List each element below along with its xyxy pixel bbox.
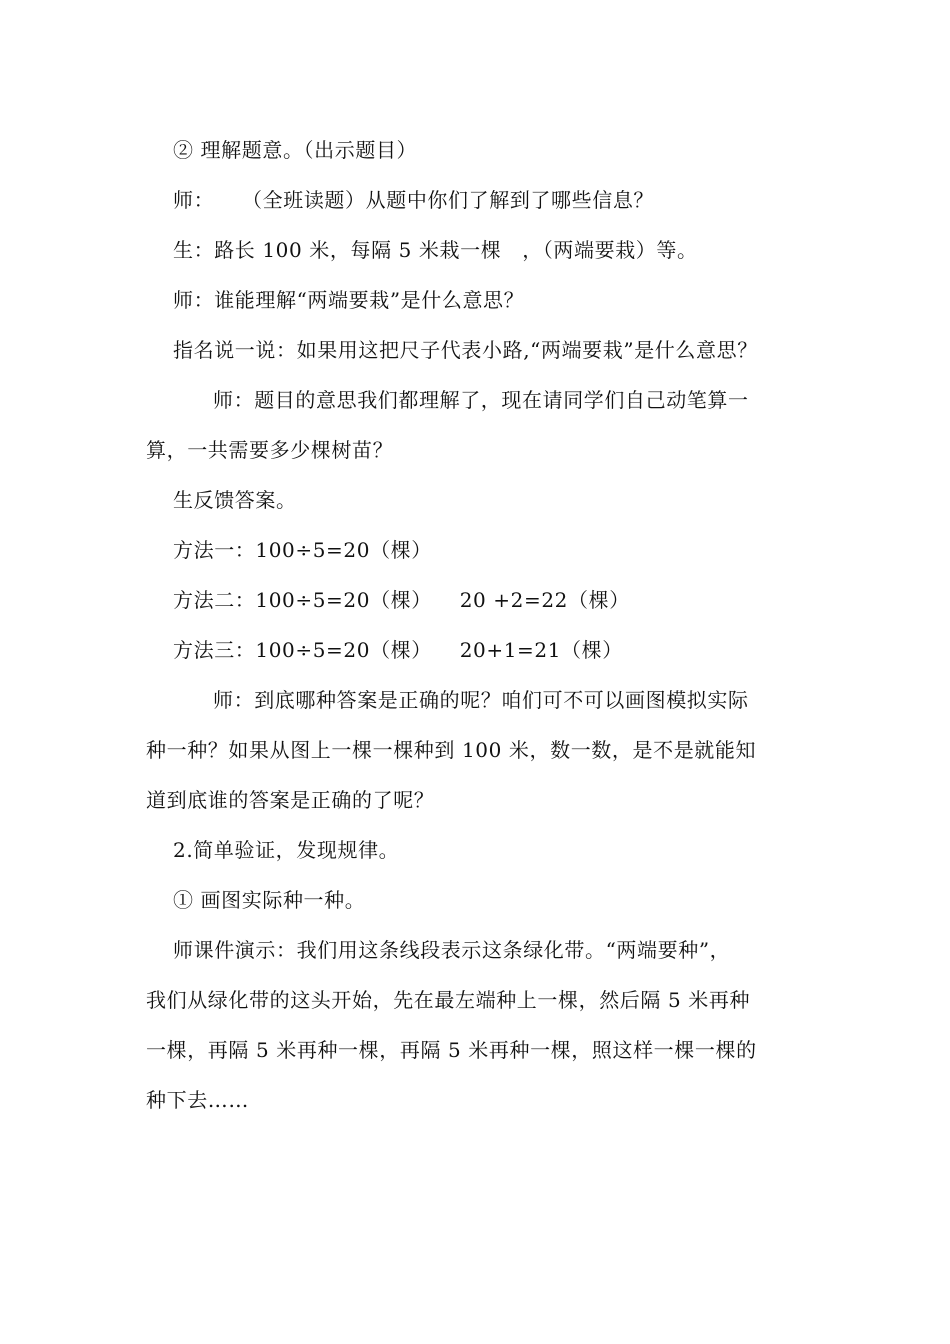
line-how-many-trees: 算，一共需要多少棵树苗？ — [146, 438, 394, 462]
line-method-three: 方法三：100÷5=20（棵） 20+1=21（棵） — [173, 638, 623, 662]
line-plant-and-count: 种一种？如果从图上一棵一棵种到 100 米，数一数，是不是就能知 — [146, 738, 757, 762]
line-method-two: 方法二：100÷5=20（棵） 20 +2=22（棵） — [173, 588, 630, 612]
line-whose-answer: 道到底谁的答案是正确的了呢？ — [146, 788, 435, 812]
line-method-one: 方法一：100÷5=20（棵） — [173, 538, 432, 562]
line-student-answer-info: 生：路长 100 米，每隔 5 米栽一棵 ，（两端要栽）等。 — [173, 238, 698, 262]
line-start-left-end: 我们从绿化带的这头开始，先在最左端种上一棵，然后隔 5 米再种 — [146, 988, 751, 1012]
line-teacher-both-ends: 师：谁能理解“两端要栽”是什么意思？ — [173, 288, 525, 312]
line-ruler-explanation: 指名说一说：如果用这把尺子代表小路,“两端要栽”是什么意思？ — [173, 338, 758, 362]
line-continue-planting: 种下去…… — [146, 1088, 249, 1112]
line-understand-problem: ② 理解题意。（出示题目） — [173, 138, 418, 162]
line-every-five-meters: 一棵，再隔 5 米再种一棵，再隔 5 米再种一棵，照这样一棵一棵的 — [146, 1038, 757, 1062]
line-teacher-calculate: 师：题目的意思我们都理解了，现在请同学们自己动笔算一 — [213, 388, 749, 412]
line-draw-and-plant: ① 画图实际种一种。 — [173, 888, 366, 912]
line-teacher-which-correct: 师：到底哪种答案是正确的呢？咱们可不可以画图模拟实际 — [213, 688, 749, 712]
line-teacher-question-info: 师： （全班读题）从题中你们了解到了哪些信息？ — [173, 188, 655, 212]
line-student-feedback: 生反馈答案。 — [173, 488, 297, 512]
line-courseware-demo: 师课件演示：我们用这条线段表示这条绿化带。“两端要种”， — [173, 938, 731, 962]
section-heading-verify: 2.简单验证，发现规律。 — [173, 838, 400, 862]
